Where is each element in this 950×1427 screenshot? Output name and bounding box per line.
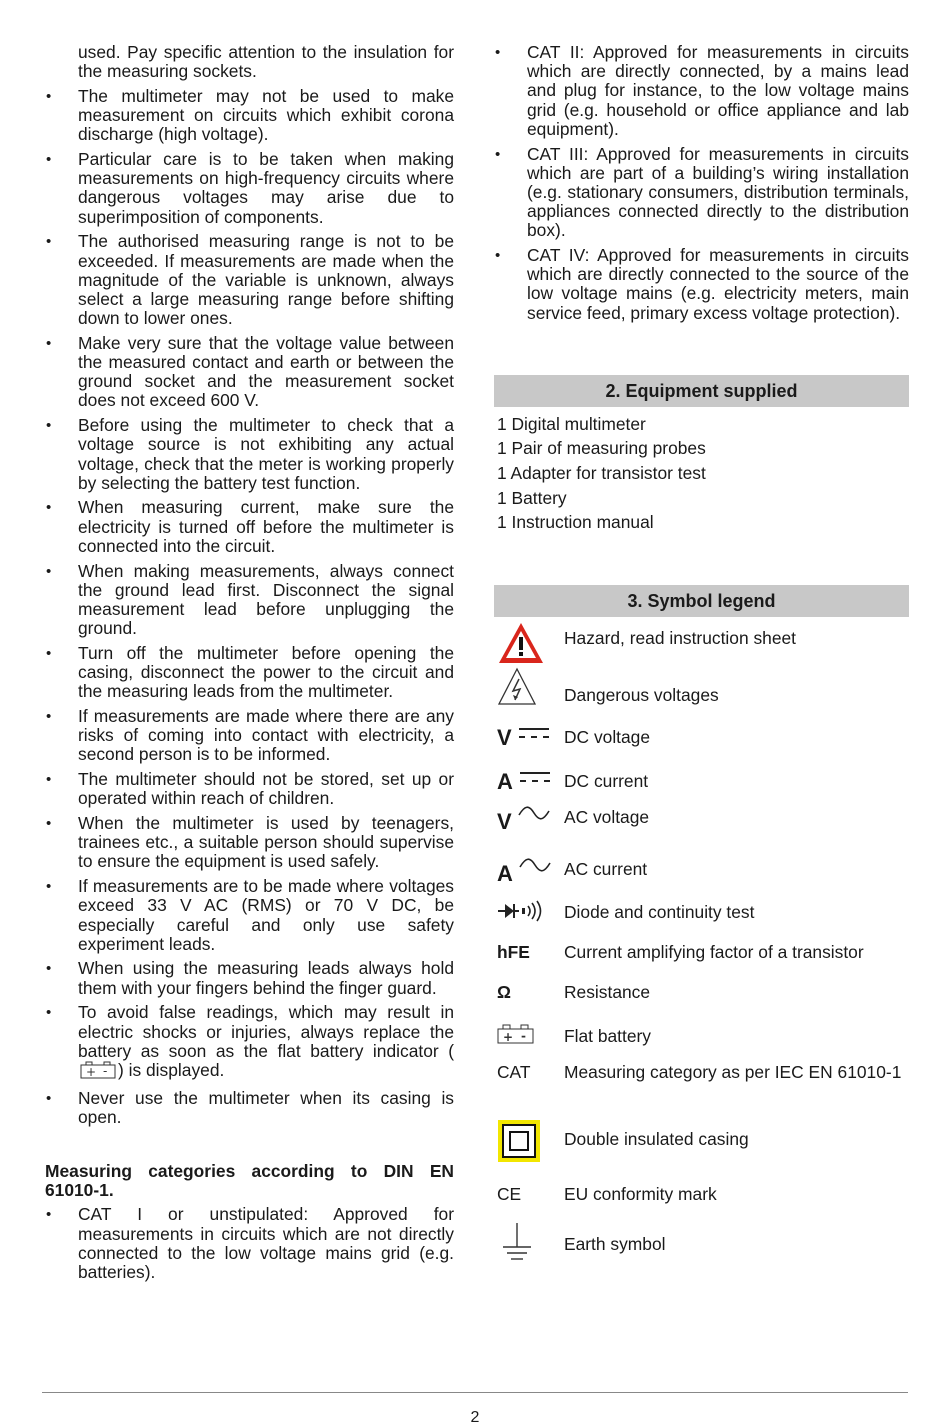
safety-bullet: • The authorised measuring range is not to be exceeded. If measurements are made when the magnitude of the variable is unknown, always select a large measuring range before shifting down to lower ones.: [45, 232, 454, 328]
hfe-symbol: hFE: [497, 941, 530, 962]
ac-icon: [518, 857, 552, 875]
legend-desc: DC voltage: [564, 726, 651, 747]
ac-current-symbol: A: [497, 857, 557, 907]
safety-bullet-list: [45, 87, 454, 1127]
footer-divider: [42, 1392, 908, 1393]
dc-icon: [517, 725, 551, 743]
ac-voltage-symbol: V: [497, 805, 557, 855]
safety-bullet: • Turn off the multimeter before opening the casing, disconnect the power to the circuit and the measuring leads from the multimeter.: [45, 644, 454, 702]
double-insulation-icon: [497, 1119, 557, 1169]
equipment-item: 1 Adapter for transistor test: [497, 463, 706, 484]
legend-desc: Dangerous voltages: [564, 684, 719, 705]
legend-desc: EU conformity mark: [564, 1183, 717, 1204]
dc-current-symbol: A: [497, 769, 557, 819]
legend-desc: Hazard, read instruction sheet: [564, 627, 796, 648]
battery-bullet-text: To avoid false readings, which may result in electric shocks or injuries, always replace the battery as soon as the flat battery indicator (: [78, 1002, 454, 1061]
safety-bullet: • Make very sure that the voltage value between the measured contact and earth or between the ground socket and the measurement socket does not exceed 600 V.: [45, 334, 454, 411]
continued-paragraph: used. Pay specific attention to the insulation for the measuring sockets.: [78, 42, 454, 82]
legend-desc: DC current: [564, 770, 649, 791]
safety-bullet: • If measurements are to be made where voltages exceed 33 V AC (RMS) or 70 V DC, be especially careful and only use safety experiment leads.: [45, 877, 454, 954]
safety-bullet: • When making measurements, always connect the ground lead first. Disconnect the signal measurement lead before unplugging the ground.: [45, 562, 454, 639]
legend-desc: Resistance: [564, 981, 651, 1002]
category-bullet: • CAT IV: Approved for measurements in circuits which are directly connected to the source of the low voltage mains (e.g. electricity meters, main service feed, primary excess voltage protection).: [494, 246, 909, 323]
ohm-symbol: Ω: [497, 981, 511, 1002]
category-bullet: • CAT I or unstipulated: Approved for measurements in circuits which are not directly connected to the low voltage mains grid (e.g. batteries).: [45, 1205, 454, 1282]
dc-voltage-symbol: V: [497, 725, 557, 775]
safety-bullet: • When using the measuring leads always hold them with your fingers behind the finger guard.: [45, 959, 454, 997]
equipment-item: 1 Pair of measuring probes: [497, 438, 706, 459]
svg-text:-: -: [103, 1063, 108, 1078]
battery-bullet-text-end: ) is displayed.: [118, 1059, 225, 1080]
symbol-legend-heading: 3. Symbol legend: [494, 585, 909, 617]
equipment-heading: 2. Equipment supplied: [494, 375, 909, 407]
ce-symbol: CE: [497, 1183, 522, 1204]
category-bullet-list: [45, 1205, 454, 1282]
equipment-item: 1 Instruction manual: [497, 512, 654, 533]
right-column: [494, 43, 909, 1297]
safety-bullet: • Never use the multimeter when its casing is open.: [45, 1089, 454, 1127]
category-bullet: • CAT III: Approved for measurements in circuits which are part of a building’s wiring installation (e.g. stationary consumers, distribution terminals, appliances connected directly to the distribution box).: [494, 145, 909, 241]
legend-desc: Diode and continuity test: [564, 901, 755, 922]
svg-text:-: -: [521, 1028, 526, 1043]
svg-text:+: +: [86, 1064, 97, 1079]
category-bullet-list: [494, 43, 909, 323]
equipment-item: 1 Digital multimeter: [497, 413, 646, 434]
legend-desc: Measuring category as per IEC EN 61010-1: [564, 1061, 902, 1082]
safety-bullet: • The multimeter may not be used to make measurement on circuits which exhibit corona discharge (high voltage).: [45, 87, 454, 145]
legend-desc: Flat battery: [564, 1025, 651, 1046]
category-bullet: • CAT II: Approved for measurements in circuits which are directly connected, by a mains lead and plug for instance, to the low voltage mains grid (e.g. household or office appliance and lab equipment).: [494, 43, 909, 139]
legend-desc: AC current: [564, 858, 648, 879]
earth-icon: [497, 1221, 557, 1271]
equipment-list: [497, 412, 909, 535]
lightning-triangle-icon: [497, 667, 557, 717]
svg-text:+: +: [503, 1029, 514, 1044]
equipment-item: 1 Battery: [497, 487, 567, 508]
cat-symbol: CAT: [497, 1061, 531, 1082]
dc-icon: [518, 769, 552, 787]
left-column: [45, 43, 454, 1288]
safety-bullet: • Before using the multimeter to check that a voltage source is not exhibiting any actual voltage, check that the meter is working properly by selecting the battery test function.: [45, 416, 454, 493]
safety-bullet: • When the multimeter is used by teenagers, trainees etc., a suitable person should supervise to ensure the equipment is used safely.: [45, 814, 454, 872]
legend-desc: AC voltage: [564, 806, 650, 827]
categories-heading: Measuring categories according to DIN EN 61010-1.: [45, 1161, 454, 1201]
warning-triangle-icon: [497, 621, 557, 671]
legend-desc: Double insulated casing: [564, 1128, 749, 1149]
symbol-legend: [494, 617, 909, 1297]
safety-bullet: • If measurements are made where there are any risks of coming into contact with electricity, a second person is to be informed.: [45, 707, 454, 765]
legend-desc: Earth symbol: [564, 1233, 666, 1254]
safety-bullet: • Particular care is to be taken when making measurements on high-frequency circuits where dangerous voltages may arise due to superimposition of components.: [45, 150, 454, 227]
page-number: 2: [470, 1409, 480, 1426]
safety-bullet: • The multimeter should not be stored, set up or operated within reach of children.: [45, 770, 454, 808]
ac-icon: [517, 805, 551, 823]
flat-battery-icon: [80, 1061, 116, 1083]
battery-bullet: [45, 1003, 454, 1083]
legend-desc: Current amplifying factor of a transistor: [564, 941, 864, 962]
safety-bullet: • When measuring current, make sure the electricity is turned off before the multimeter is connected into the circuit.: [45, 498, 454, 556]
